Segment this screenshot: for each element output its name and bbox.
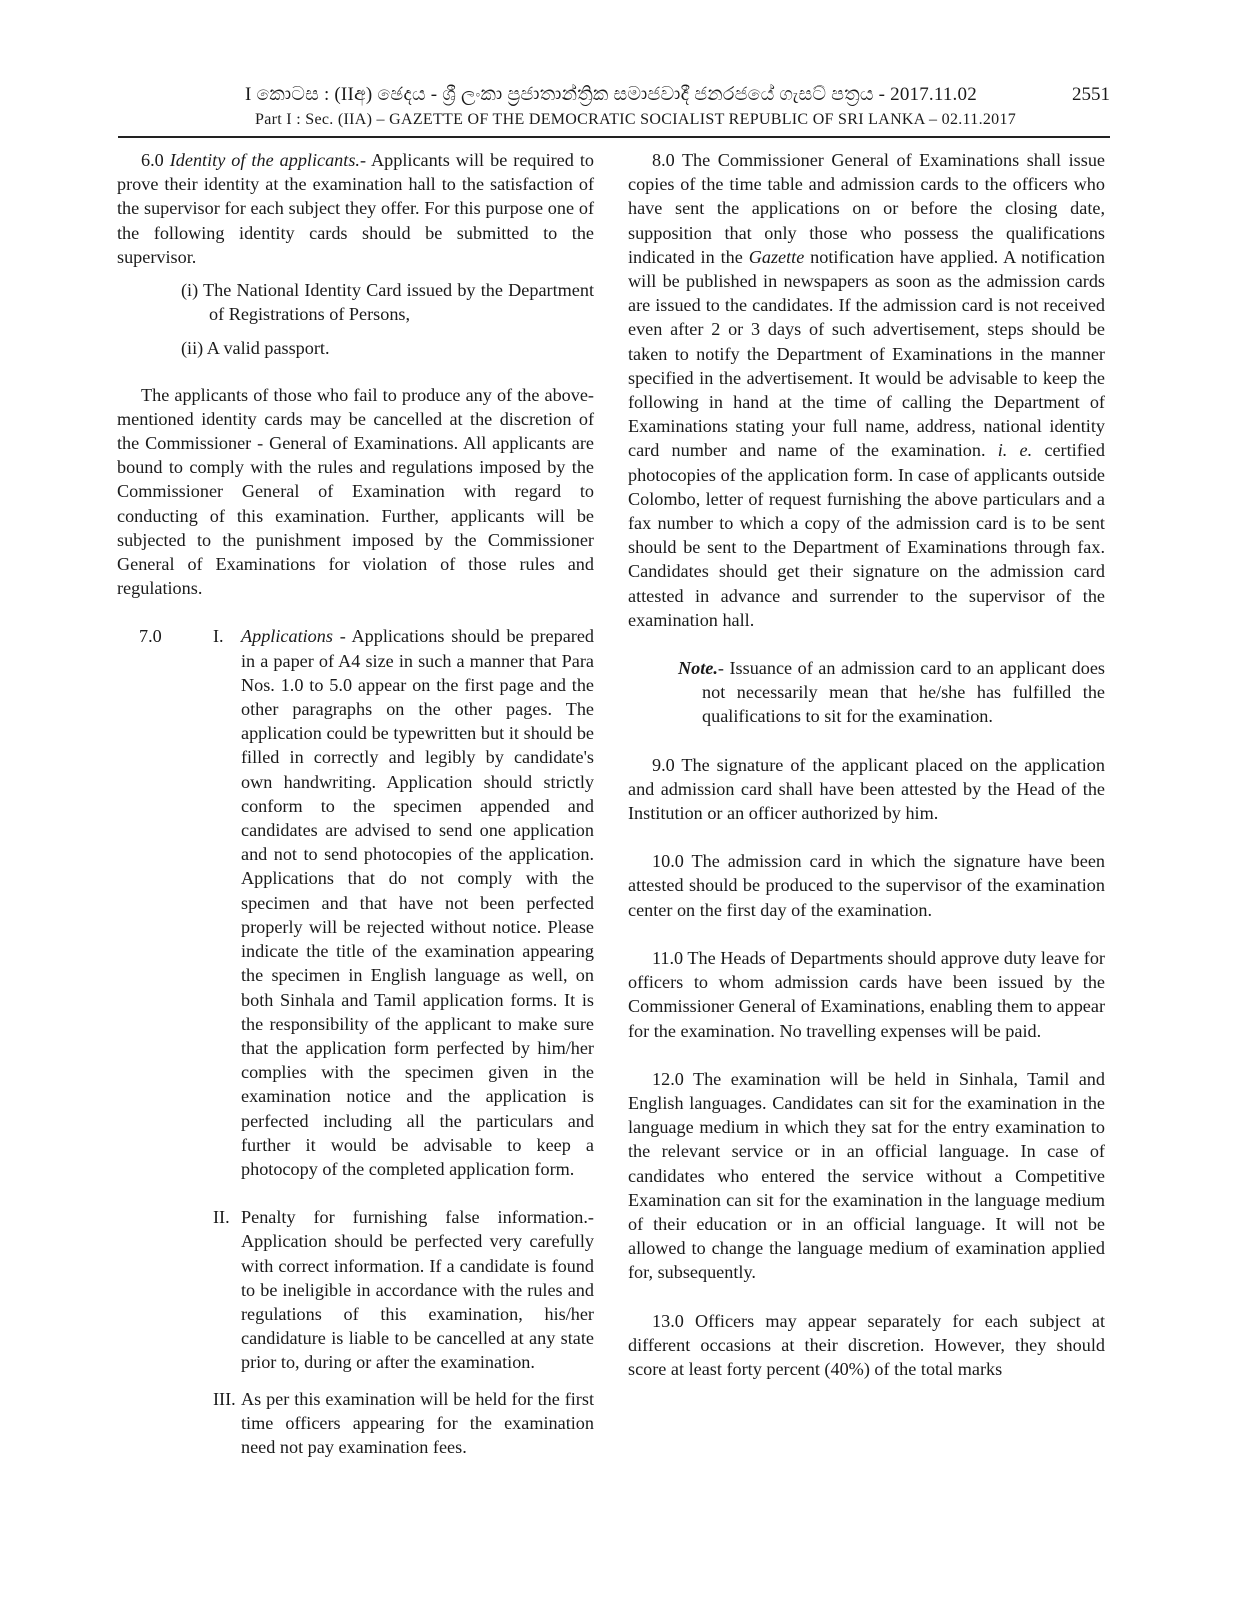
header-sinhala-title: I කොටස : (IIඅ) ඡෙදය - ශ්‍රී ලංකා ප්‍රජාතාන්ත්‍රික සමාජවාදී ජනරජයේ ගැසට් පත්‍රය - 2017.11.02 [245, 84, 977, 105]
section-6-number: 6.0 [141, 150, 164, 170]
note-text: - Issuance of an admission card to an applicant does not necessarily mean that he/she has fulfilled the qualifications to sit for the examination. [702, 658, 1105, 727]
page-number: 2551 [1072, 84, 1110, 105]
section-10-paragraph: 10.0 The admission card in which the signature have been attested should be produced to the supervisor of the examination center on the first day of the examination. [628, 851, 1105, 920]
section-6-title: Identity of the applicants. [169, 150, 360, 170]
header-english-title: Part I : Sec. (IIA) – GAZETTE OF THE DEMOCRATIC SOCIALIST REPUBLIC OF SRI LANKA – 02.11.2017 [255, 111, 1017, 128]
section-7-item-1-number: I. [213, 626, 224, 647]
section-7 [117, 624, 594, 1459]
section-6-paragraph-2: The applicants of those who fail to produce any of the above-mentioned identity cards may be cancelled at the discretion of the Commissioner - General of Examinations. All applicants are bound to comply with the rules and regulations imposed by the Commissioner General of Examination with regard to conducting of this examination. Further, applicants will be subjected to the punishment imposed by the Commissioner General of Examinations for violation of those rules and regulations. [117, 384, 594, 599]
section-7-number: 7.0 [139, 626, 162, 647]
section-6-text: - Applicants will be required to prove their identity at the examination hall to the satisfaction of the supervisor for each subject they offer. For this purpose one of the following identity cards should be submitted to the supervisor. [117, 150, 594, 267]
header-divider [118, 136, 1110, 138]
section-6-paragraph [117, 148, 594, 269]
section-8-text-3: certified photocopies of the application form. In case of applicants outside Colombo, letter of request furnishing the above particulars and a fax number to which a copy of the admission card is to be sent should be sent to the Department of Examinations through fax. Candidates should get their signature on the admission card attested in advance and surrender to the supervisor of the examination hall. [628, 440, 1105, 630]
section-8-text-2: notification have applied. A notification will be published in newspapers as soon as the admission cards are issued to the candidates. If the admission card is not received even after 2 or 3 days of such advertisement, steps should be taken to notify the Department of Examinations in the manner specified in the advertisement. It would be advisable to keep the following in hand at the time of calling the Department of Examinations stating your full name, address, national identity card number and name of the examination. [628, 246, 1105, 461]
section-7-item-3-text: As per this examination will be held for the first time officers appearing for the examination need not pay examination fees. [241, 1388, 594, 1457]
section-7-item-1 [213, 624, 594, 1181]
section-7-item-2-number: II. [213, 1207, 230, 1228]
section-7-item-1-text: - Applications should be prepared in a paper of A4 size in such a manner that Para Nos. 1.0 to 5.0 appear on the first page and the other paragraphs on the other pages. The application could be typewritten but it should be filled in correctly and legibly by candidate's own handwriting. Application should strictly conform to the specimen appended and candidates are advised to send one application and not to send photocopies of the application. Applications that do not comply with the specimen and that have not been perfected properly will be rejected without notice. Please indicate the title of the examination appearing the specimen in English language as well, on both Sinhala and Tamil application forms. It is the responsibility of the applicant to make sure that the application form perfected by him/her complies with the specimen given in the examination notice and the application is perfected including all the particulars and further it would be advisable to keep a photocopy of the completed application form. [241, 626, 594, 1179]
section-12-paragraph: 12.0 The examination will be held in Sinhala, Tamil and English languages. Candidates can sit for the examination in the language medium in which they sat for the entry examination to the relevant service or in an official language. In case of candidates who entered the service without a Competitive Examination can sit for the examination in the language medium of their education or in an official language. It will not be allowed to change the language medium of examination applied for, subsequently. [628, 1068, 1105, 1283]
section-8-text-1: 8.0 The Commissioner General of Examinations shall issue copies of the time table and admission cards to the officers who have sent the applications on or before the closing date, supposition that only those who possess the qualifications indicated in the [628, 150, 1105, 267]
section-7-item-3-number: III. [213, 1388, 236, 1409]
note-block [628, 656, 1105, 729]
note-label: Note. [678, 658, 718, 679]
gazette-word: Gazette [748, 246, 805, 267]
identity-card-item-1: (i) The National Identity Card issued by the Department of Registrations of Persons, [181, 280, 594, 325]
section-13-paragraph: 13.0 Officers may appear separately for each subject at different occasions at their discretion. However, they should score at least forty percent (40%) of the total marks [628, 1310, 1105, 1379]
section-7-item-2 [213, 1205, 594, 1374]
section-8-paragraph [628, 148, 1105, 632]
section-9-paragraph: 9.0 The signature of the applicant placed on the application and admission card shall have been attested by the Head of the Institution or an officer authorized by him. [628, 754, 1105, 824]
section-11-paragraph: 11.0 The Heads of Departments should approve duty leave for officers to whom admission cards have been issued by the Commissioner General of Examinations, enabling them to appear for the examination. No travelling expenses will be paid. [628, 947, 1105, 1041]
right-column [628, 148, 1105, 1381]
section-7-item-1-title: Applications [241, 626, 333, 647]
section-7-items [213, 624, 594, 1459]
section-7-item-2-text: Penalty for furnishing false information.- Application should be perfected very carefully with correct information. If a candidate is found to be ineligible in accordance with the rules and regulations of this examination, his/her candidature is liable to be cancelled at any state prior to, during or after the examination. [241, 1207, 594, 1373]
section-7-item-3 [213, 1387, 594, 1460]
ie-abbreviation: i. e. [997, 440, 1033, 461]
left-column [117, 148, 594, 1459]
identity-card-list [117, 278, 594, 361]
identity-card-item-2: (ii) A valid passport. [181, 338, 330, 359]
